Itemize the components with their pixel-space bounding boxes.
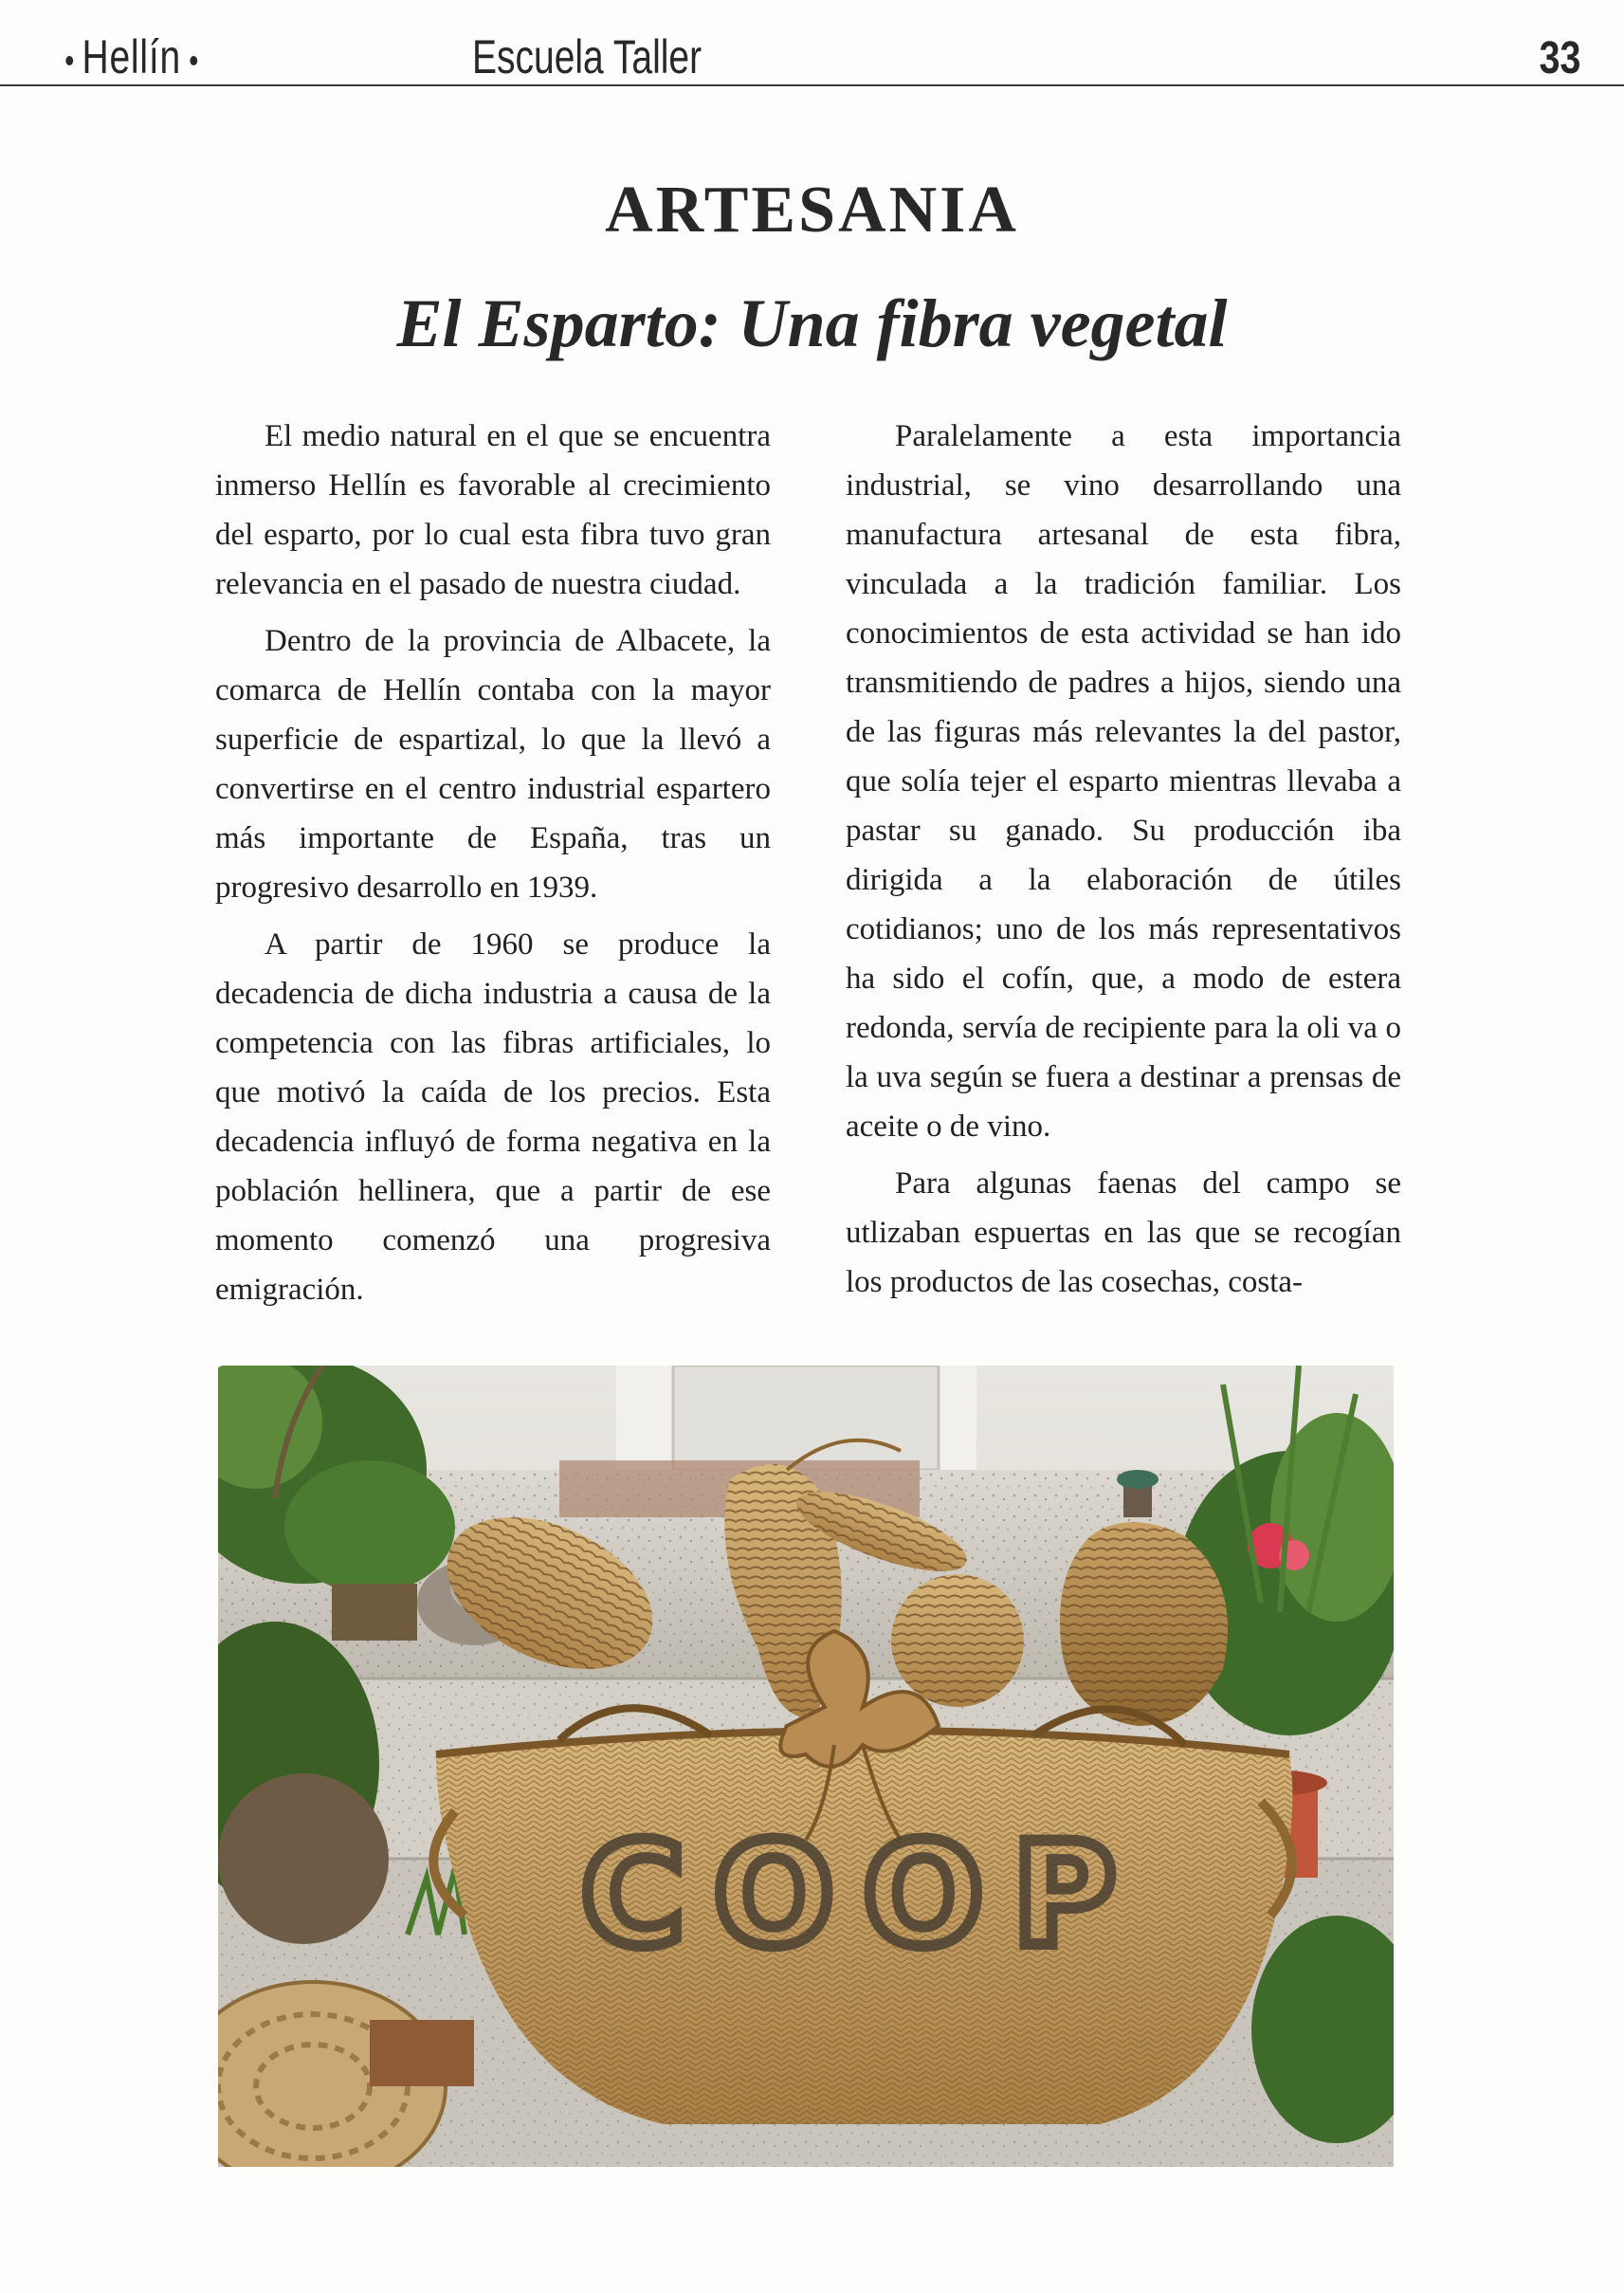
text-column-left bbox=[215, 412, 771, 1322]
page-number: 33 bbox=[1539, 33, 1580, 83]
article-title: El Esparto: Una fibra vegetal bbox=[396, 285, 1228, 361]
paragraph: El medio natural en el que se encuentra inmerso Hellín es favorable al crecimiento del esparto, por lo cual esta fibra tuvo gran relevancia en el pasado de nuestra ciudad. bbox=[215, 419, 771, 601]
running-header bbox=[0, 0, 1624, 91]
header-rule bbox=[0, 84, 1624, 86]
paragraph: Paralelamente a esta importancia industrial, se vino desarrollando una manufactura artesanal de esta fibra, vinculada a la tradición familiar. Los conocimientos de esta actividad se han ido transmitiendo de padres a hijos, siendo una de las figuras más relevantes la del pastor, que solía tejer el esparto mientras llevaba a pastar su ganado. Su producción iba dirigida a la elaboración de útiles cotidianos; uno de los más representativos ha sido el cofín, que, a modo de estera redonda, servía de recipiente para la oli va o la uva según se fuera a destinar a prensas de aceite o de vino. bbox=[846, 419, 1401, 1144]
basket-lettering: COOP bbox=[580, 1813, 1145, 1978]
paragraph: Dentro de la provincia de Albacete, la comarca de Hellín contaba con la mayor superficie de espartizal, lo que la llevó a convertirse en el centro industrial espartero más importante de España, tras un progresivo desarrollo en 1939. bbox=[215, 624, 771, 905]
header-publication: Escuela Taller bbox=[472, 30, 703, 83]
header-town-label: Hellín bbox=[82, 30, 181, 83]
paragraph: A partir de 1960 se produce la decadencia de dicha industria a causa de la competencia con las fibras artificiales, lo que motivó la caída de los precios. Esta decadencia influyó de forma negativa en la población hellinera, que a partir de ese momento comenzó una progresiva emigración. bbox=[215, 927, 771, 1307]
section-title: ARTESANIA bbox=[605, 174, 1019, 247]
text-column-right bbox=[846, 412, 1401, 1314]
bullet-dot-left bbox=[65, 56, 73, 65]
esparto-crafts-photo bbox=[218, 1366, 1394, 2167]
header-town bbox=[57, 28, 206, 85]
bullet-dot-right bbox=[190, 56, 197, 65]
photo-illustration bbox=[218, 1366, 1394, 2167]
paragraph: Para algunas faenas del campo se utlizaban espuertas en las que se recogían los productos de las cosechas, costa- bbox=[846, 1166, 1401, 1299]
